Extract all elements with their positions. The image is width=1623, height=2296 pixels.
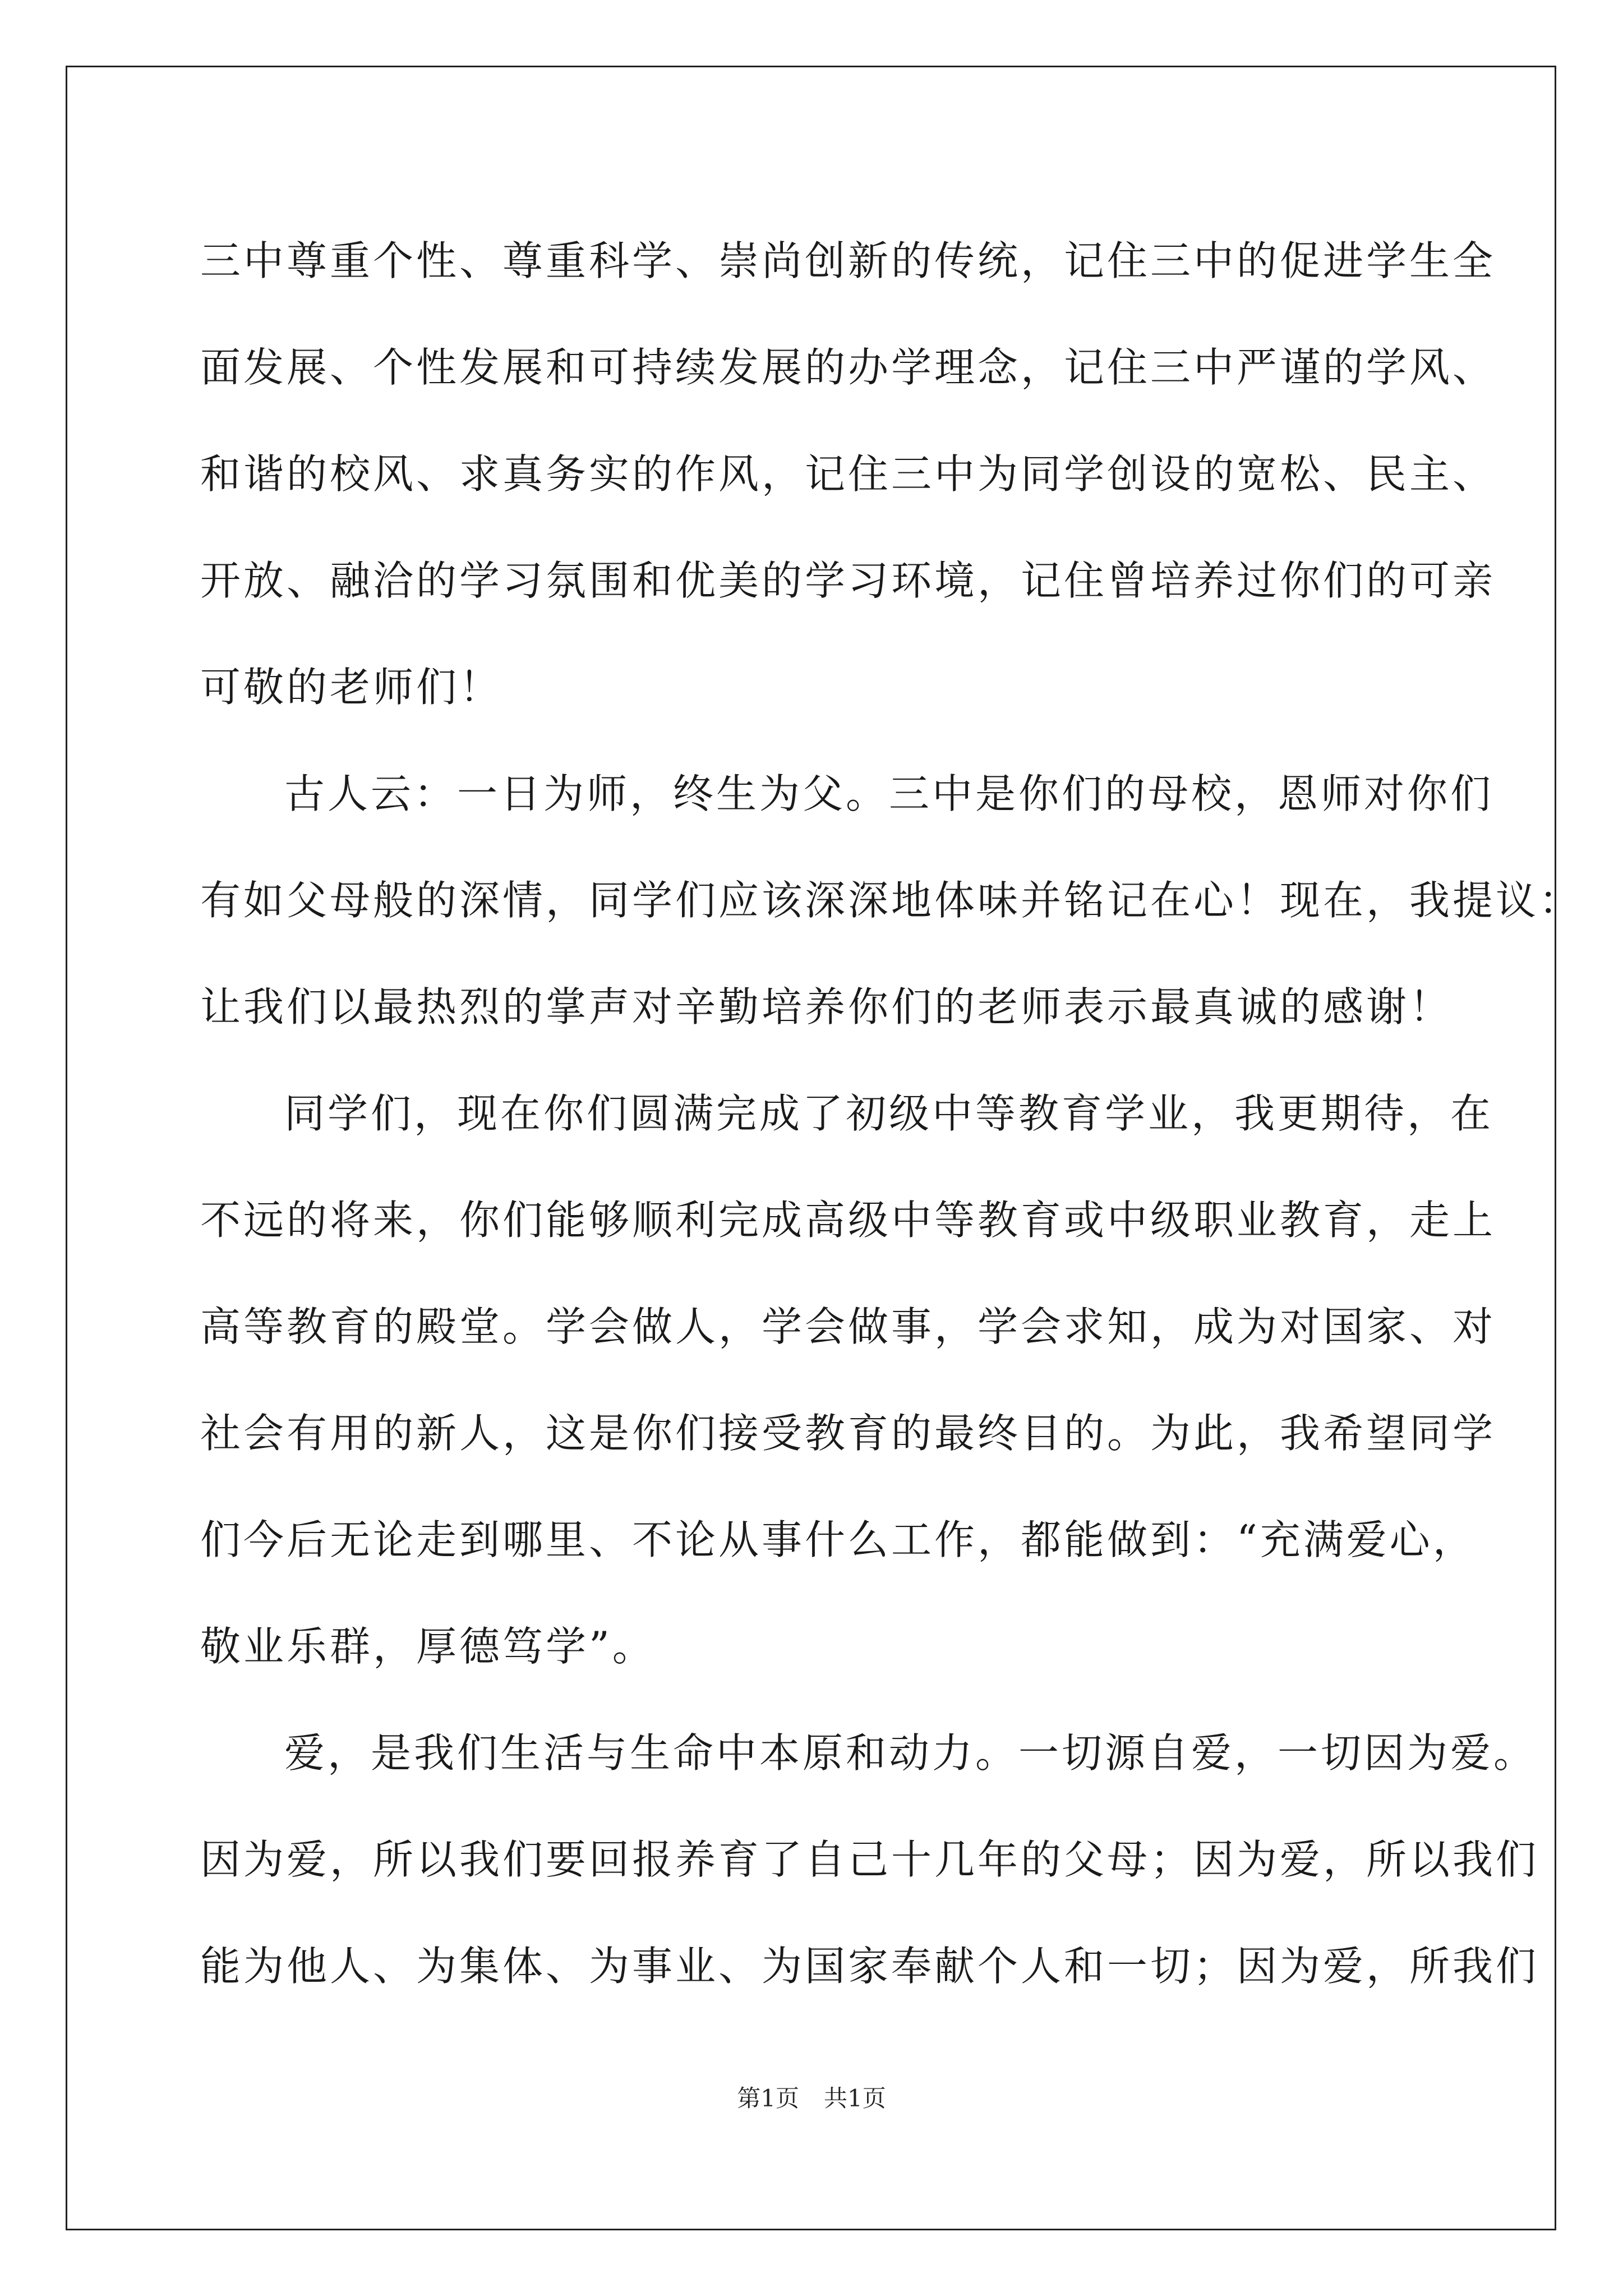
text-line: 可敬的老师们！ (200, 664, 503, 711)
page-number: 第1页 (737, 2085, 799, 2112)
text-line: 让我们以最热烈的掌声对辛勤培养你们的老师表示最真诚的感谢！ (200, 983, 1453, 1030)
text-line: 不远的将来，你们能够顺利完成高级中等教育或中级职业教育，走上 (200, 1197, 1496, 1244)
text-line: 和谐的校风、求真务实的作风，记住三中为同学创设的宽松、民主、 (200, 450, 1496, 498)
text-line: 高等教育的殿堂。学会做人，学会做事，学会求知，成为对国家、对 (200, 1303, 1496, 1350)
text-line: 社会有用的新人，这是你们接受教育的最终目的。为此，我希望同学 (200, 1410, 1496, 1457)
text-line: 们今后无论走到哪里、不论从事什么工作，都能做到：“充满爱心， (200, 1516, 1476, 1563)
text-line: 爱，是我们生活与生命中本原和动力。一切源自爱，一切因为爱。 (284, 1729, 1537, 1777)
text-line: 开放、融洽的学习氛围和优美的学习环境，记住曾培养过你们的可亲 (200, 557, 1496, 604)
text-line: 三中尊重个性、尊重科学、崇尚创新的传统，记住三中的促进学生全 (200, 237, 1496, 284)
document-body (200, 208, 1583, 2019)
text-line: 同学们，现在你们圆满完成了初级中等教育学业，我更期待，在 (284, 1090, 1494, 1137)
text-line: 有如父母般的深情，同学们应该深深地体味并铭记在心！现在，我提议： (200, 877, 1583, 924)
page-total: 共1页 (824, 2085, 886, 2112)
page-footer (0, 2080, 1623, 2114)
text-line: 能为他人、为集体、为事业、为国家奉献个人和一切；因为爱，所我们 (200, 1943, 1539, 1990)
text-line: 敬业乐群，厚德笃学”。 (200, 1623, 656, 1670)
text-line: 面发展、个性发展和可持续发展的办学理念，记住三中严谨的学风、 (200, 344, 1496, 391)
text-line: 因为爱，所以我们要回报养育了自己十几年的父母；因为爱，所以我们 (200, 1836, 1539, 1883)
text-line: 古人云：一日为师，终生为父。三中是你们的母校，恩师对你们 (284, 770, 1494, 817)
